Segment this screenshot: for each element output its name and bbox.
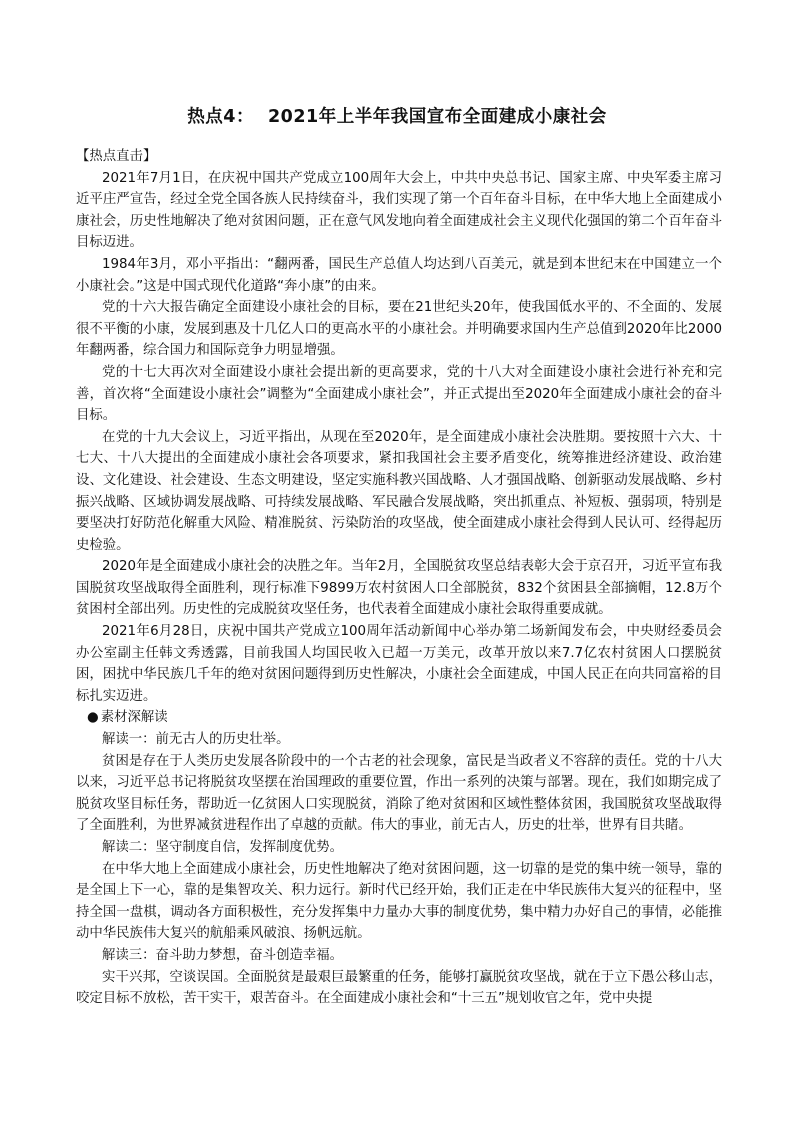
analysis-heading-text: 素材深解读 <box>100 710 168 726</box>
document-body <box>76 146 722 1010</box>
reading-3-text: 实干兴邦，空谈误国。全面脱贫是最艰巨最繁重的任务，能够打赢脱贫攻坚战，就在于立下愚公移山志，咬定目标不放松，苦干实干，艰苦奋斗。在全面建成小康社会和“十三五”规划收官之年，党中央提 <box>76 969 722 1007</box>
title-text: 2021年上半年我国宣布全面建成小康社会 <box>267 107 607 127</box>
page-title <box>0 103 794 128</box>
reading-1-text: 贫困是存在于人类历史发展各阶段中的一个古老的社会现象，富民是当政者义不容辞的责任。党的十八大以来，习近平总书记将脱贫攻坚摆在治国理政的重要位置，作出一系列的决策与部署。现在，我们如期完成了脱贫攻坚目标任务，帮助近一亿贫困人口实现脱贫，消除了绝对贫困和区域性整体贫困，我国脱贫攻坚战取得了全面胜利，为世界减贫进程作出了卓越的贡献。伟大的事业，前无古人，历史的壮举，世界有目共睹。 <box>76 753 722 834</box>
paragraph-6: 2020年是全面建成小康社会的决胜之年。当年2月，全国脱贫攻坚总结表彰大会于京召开，习近平宣布我国脱贫攻坚战取得全面胜利，现行标准下9899万农村贫困人口全部脱贫，832个贫困县全部摘帽，12.8万个贫困村全部出列。历史性的完成脱贫攻坚任务，也代表着全面建成小康社会取得重要成就。 <box>76 559 722 618</box>
reading-2-text: 在中华大地上全面建成小康社会，历史性地解决了绝对贫困问题，这一切靠的是党的集中统一领导，靠的是全国上下一心，靠的是集智攻关、积力远行。新时代已经开始，我们正走在中华民族伟大复兴的征程中，坚持全国一盘棋，调动各方面积极性，充分发挥集中力量办大事的制度优势，集中精力办好自己的事情，必能推动中华民族伟大复兴的航船乘风破浪、扬帆远航。 <box>76 861 722 942</box>
section-heading: 【热点直击】 <box>76 149 157 164</box>
paragraph-2: 1984年3月，邓小平指出：“翻两番，国民生产总值人均达到八百美元，就是到本世纪末在中国建立一个小康社会。”这是中国式现代化道路“奔小康”的由来。 <box>76 256 722 294</box>
bullet-dot-icon: ● <box>87 710 99 726</box>
title-tag: 热点4： <box>187 107 254 127</box>
paragraph-7: 2021年6月28日，庆祝中国共产党成立100周年活动新闻中心举办第二场新闻发布会，中央财经委员会办公室副主任韩文秀透露，目前我国人均国民收入已超一万美元，改革开放以来7.7亿农村贫困人口摆脱贫困，困扰中华民族几千年的绝对贫困问题得到历史性解决，小康社会全面建成，中国人民正在向共同富裕的目标扎实迈进。 <box>76 624 722 704</box>
paragraph-5: 在党的十九大会议上，习近平指出，从现在至2020年，是全面建成小康社会决胜期。要按照十六大、十七大、十八大提出的全面建成小康社会各项要求，紧扣我国社会主要矛盾变化，统筹推进经济建设、政治建设、文化建设、社会建设、生态文明建设，坚定实施科教兴国战略、人才强国战略、创新驱动发展战略、乡村振兴战略、区域协调发展战略、可持续发展战略、军民融合发展战略，突出抓重点、补短板、强弱项，特别是要坚决打好防范化解重大风险、精准脱贫、污染防治的攻坚战，使全面建成小康社会得到人民认可、经得起历史检验。 <box>76 429 722 553</box>
reading-1-title: 解读一：前无古人的历史壮举。 <box>102 732 290 748</box>
reading-3-title: 解读三：奋斗助力梦想，奋斗创造幸福。 <box>102 947 344 963</box>
paragraph-4: 党的十七大再次对全面建设小康社会提出新的更高要求，党的十八大对全面建设小康社会进行补充和完善，首次将“全面建设小康社会”调整为“全面建成小康社会”，并正式提出至2020年全面建成小康社会的奋斗目标。 <box>76 364 722 424</box>
analysis-heading <box>76 707 722 729</box>
reading-2-title: 解读二：坚守制度自信，发挥制度优势。 <box>102 840 344 855</box>
paragraph-1: 2021年7月1日，在庆祝中国共产党成立100周年大会上，中共中央总书记、国家主席、中央军委主席习近平庄严宣告，经过全党全国各族人民持续奋斗，我们实现了第一个百年奋斗目标，在中华大地上全面建成小康社会，历史性地解决了绝对贫困问题，正在意气风发地向着全面建成社会主义现代化强国的第二个百年奋斗目标迈进。 <box>76 170 722 251</box>
paragraph-3: 党的十六大报告确定全面建设小康社会的目标，要在21世纪头20年，使我国低水平的、不全面的、发展很不平衡的小康，发展到惠及十几亿人口的更高水平的小康社会。并明确要求国内生产总值到2020年比2000年翻两番，综合国力和国际竞争力明显增强。 <box>76 300 722 359</box>
